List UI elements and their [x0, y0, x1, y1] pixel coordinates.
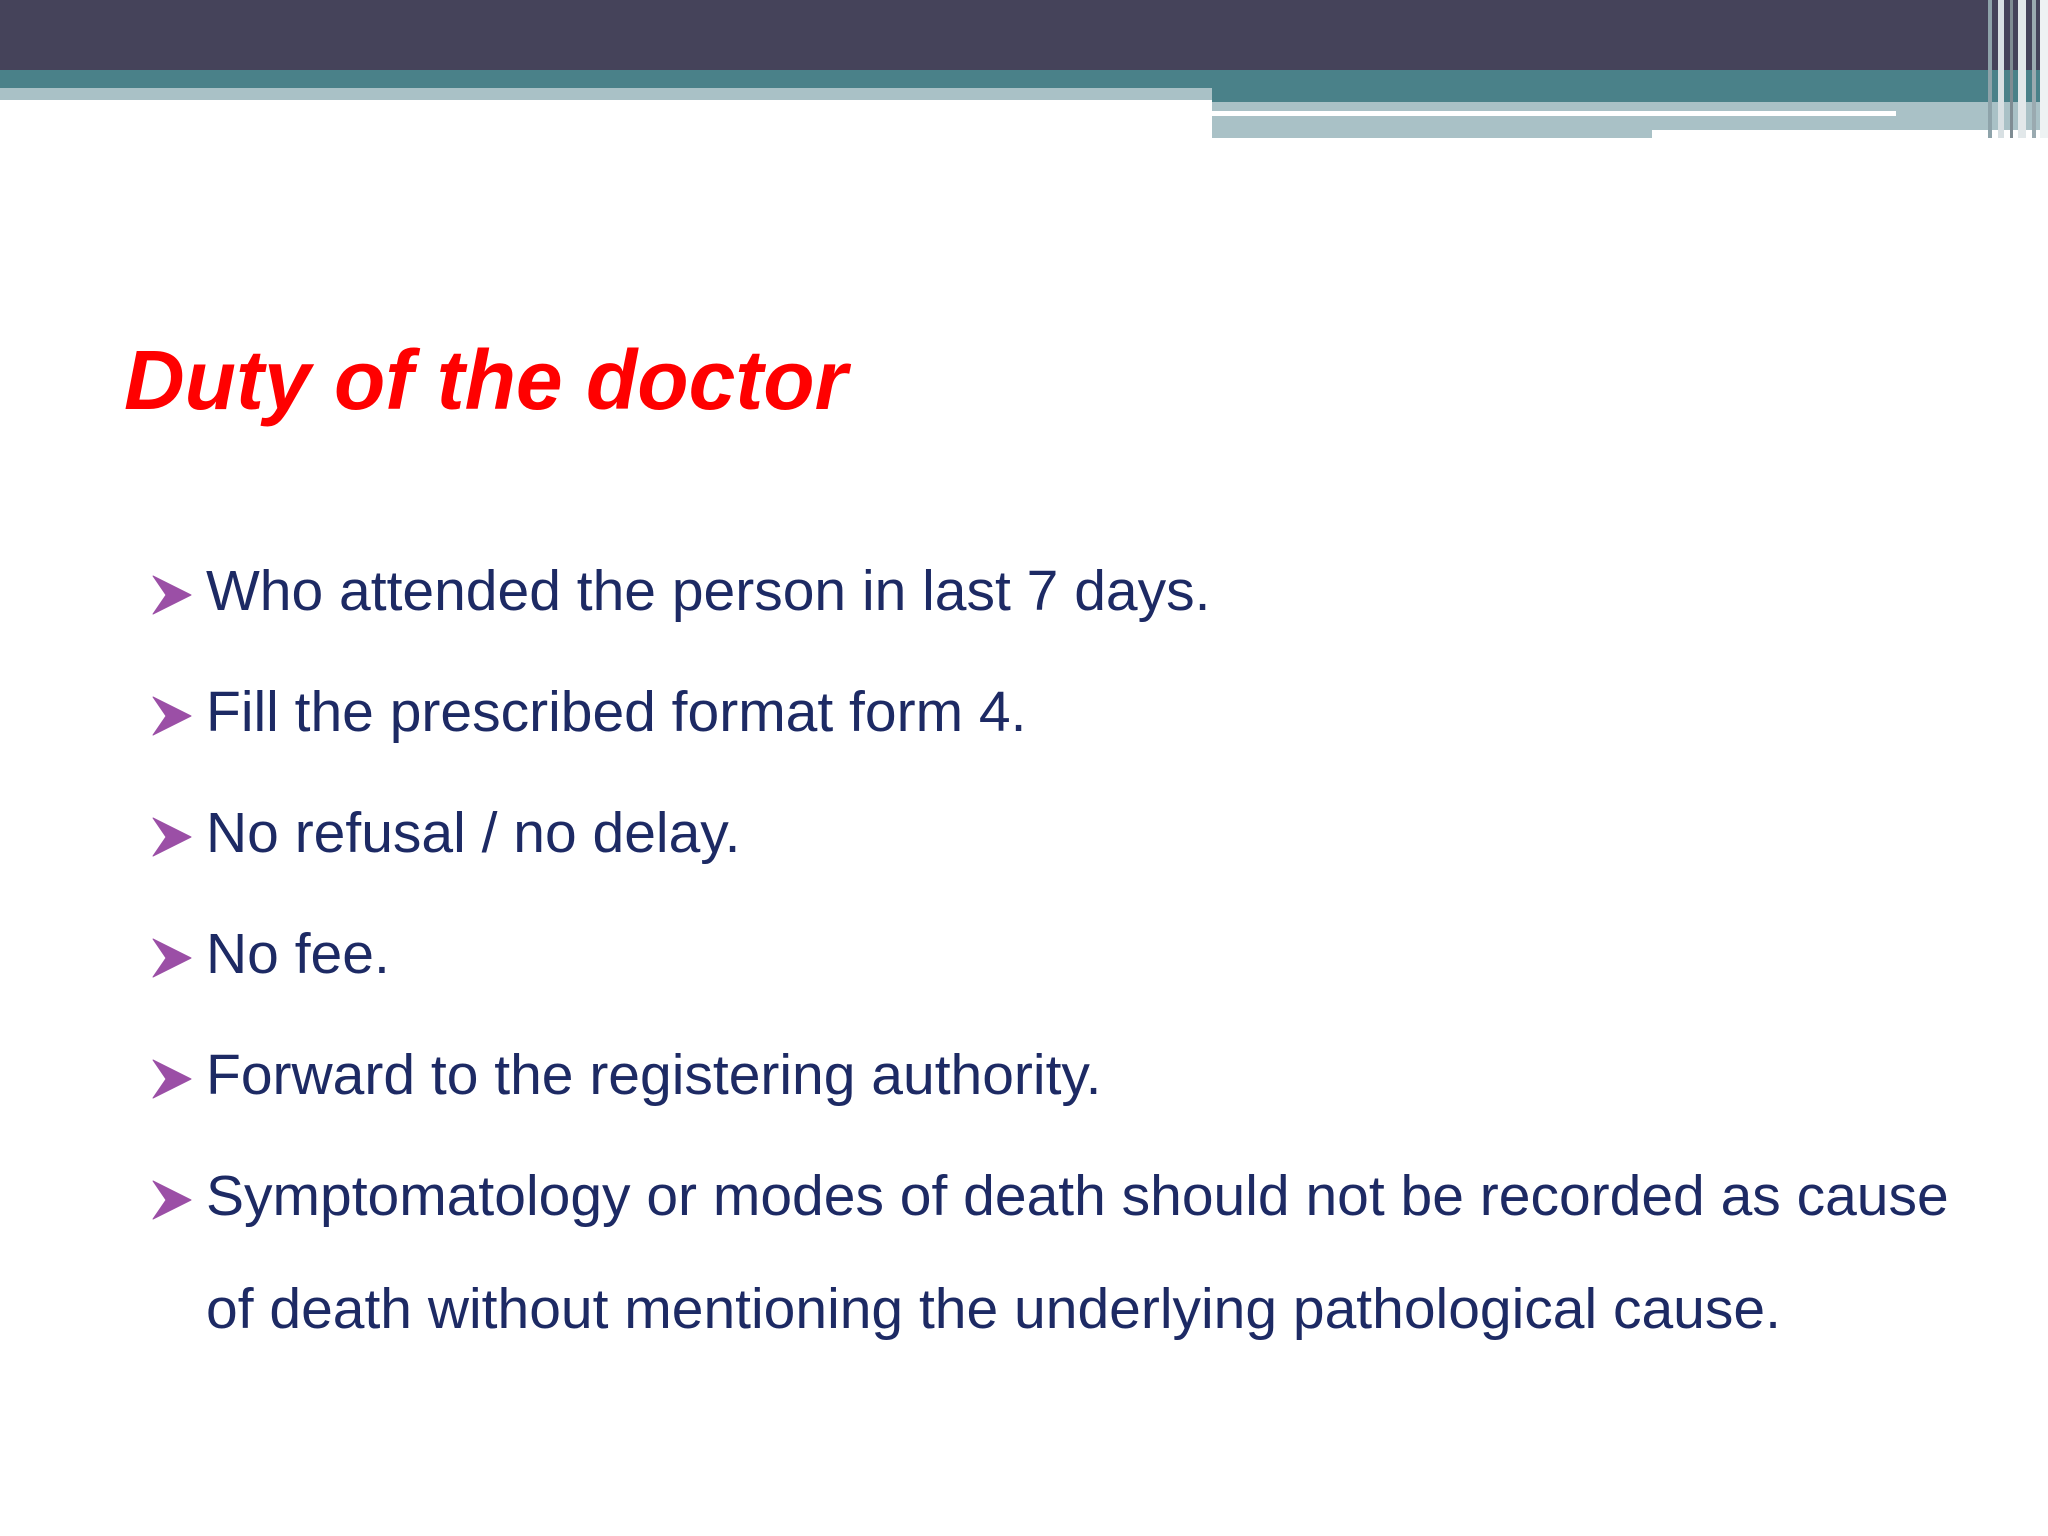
header-edge-stripe	[2032, 0, 2036, 138]
header-edge-stripe	[2040, 0, 2048, 138]
bullet-text: No fee.	[206, 922, 390, 986]
bullet-text: Forward to the registering authority.	[206, 1043, 1102, 1107]
bullet-item	[150, 898, 1950, 1011]
header-white-line	[1212, 111, 1896, 116]
bullet-text: Who attended the person in last 7 days.	[206, 559, 1211, 623]
arrow-bullet-icon	[150, 1178, 194, 1222]
header-band-pale-left	[0, 88, 1212, 100]
header-edge-stripe	[1998, 0, 2004, 138]
bullet-text: Fill the prescribed format form 4.	[206, 680, 1027, 744]
header-band-teal-left	[0, 70, 1212, 88]
bullet-list	[150, 535, 1950, 1374]
arrow-bullet-icon	[150, 573, 194, 617]
arrow-bullet-icon	[150, 815, 194, 859]
header-edge-stripe	[2018, 0, 2026, 138]
arrow-bullet-icon	[150, 1057, 194, 1101]
header-band-dark	[0, 0, 2048, 70]
bullet-item	[150, 777, 1950, 890]
slide-title: Duty of the doctor	[124, 333, 848, 427]
bullet-item	[150, 535, 1950, 648]
bullet-item	[150, 1140, 1950, 1366]
bullet-item	[150, 1019, 1950, 1132]
header-edge-stripe	[1988, 0, 1992, 138]
bullet-text: Symptomatology or modes of death should not be recorded as cause of death without mentioning the underlying pathological cause.	[206, 1164, 1949, 1341]
arrow-bullet-icon	[150, 694, 194, 738]
arrow-bullet-icon	[150, 936, 194, 980]
bullet-item	[150, 656, 1950, 769]
bullet-text: No refusal / no delay.	[206, 801, 741, 865]
header-edge-stripe	[2010, 0, 2013, 138]
header-band-teal-right	[1212, 70, 2048, 102]
